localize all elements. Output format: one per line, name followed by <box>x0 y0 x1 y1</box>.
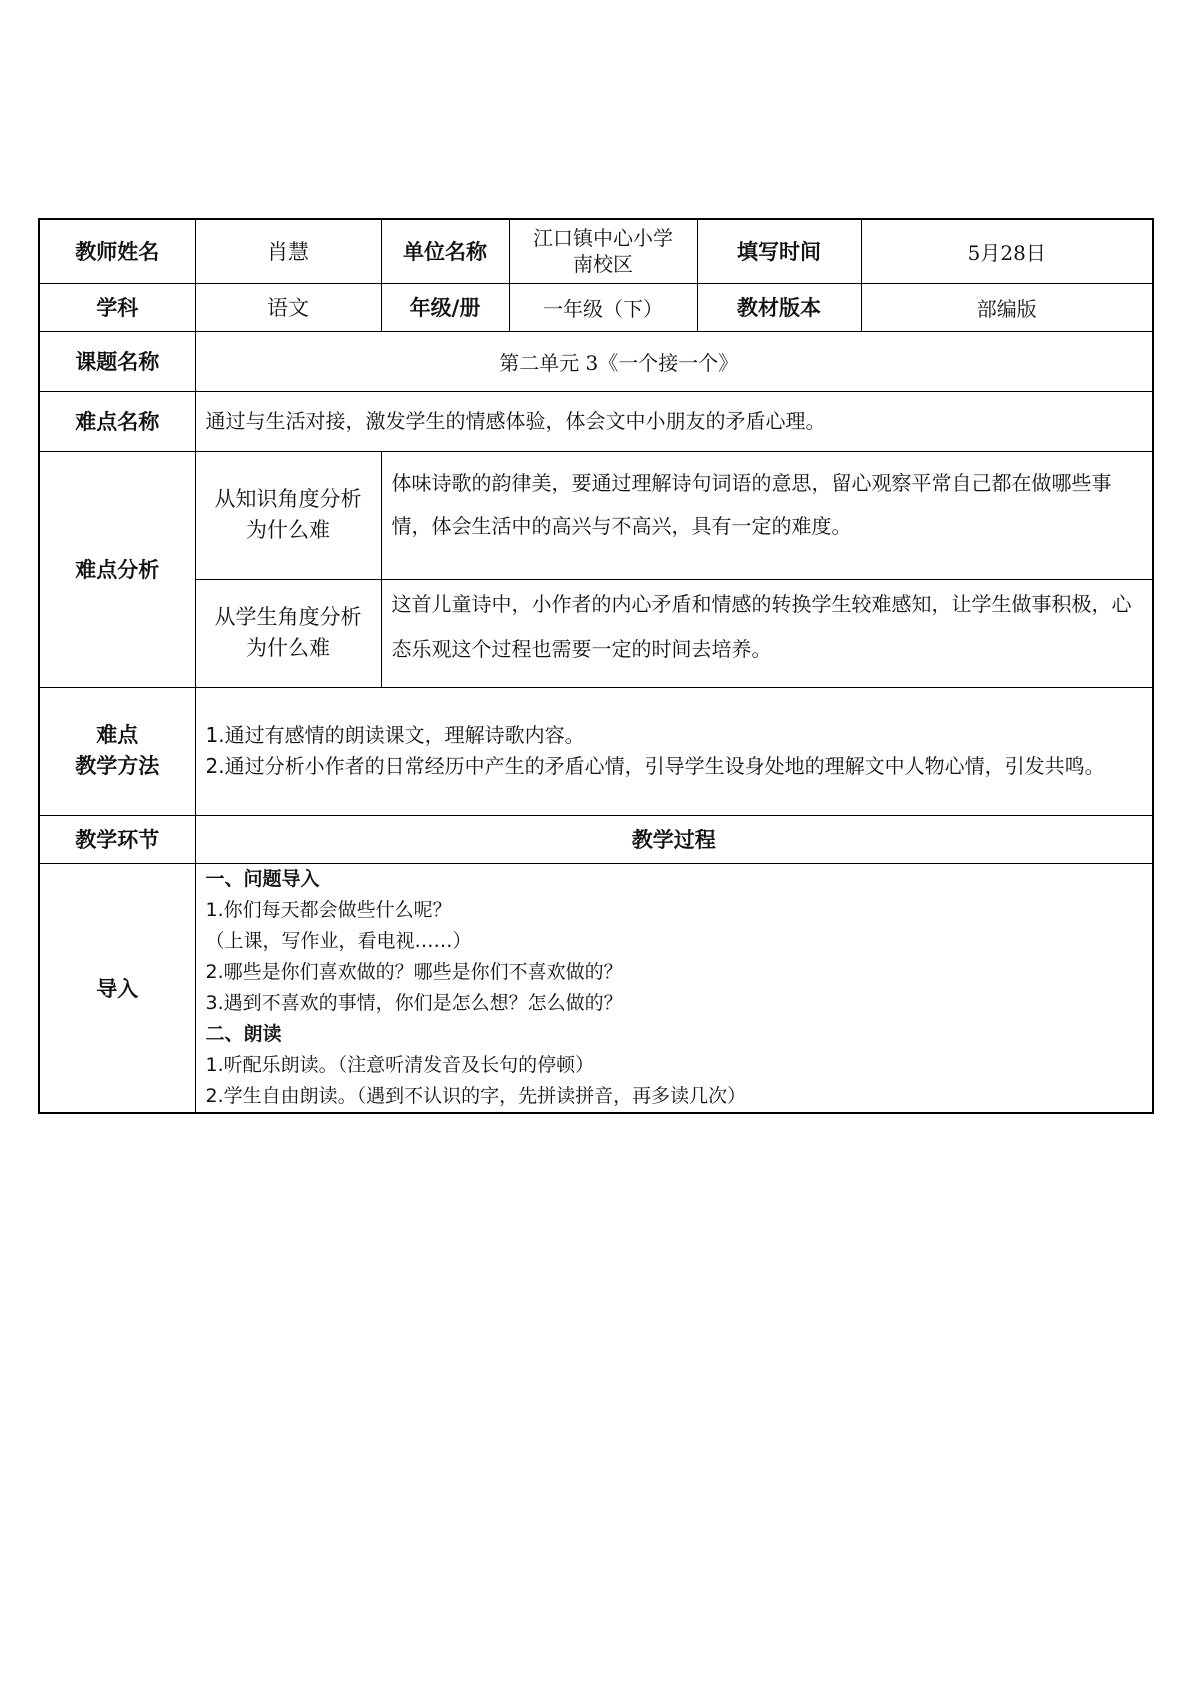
intro-line: 1.你们每天都会做些什么呢？ <box>205 898 452 921</box>
student-angle-line2: 为什么难 <box>246 636 330 660</box>
unit-name-line1: 江口镇中心小学 <box>533 226 673 251</box>
teacher-name-value: 肖慧 <box>195 219 381 283</box>
unit-name-value <box>509 219 697 283</box>
lesson-plan-table <box>38 218 1154 1114</box>
difficulty-value: 通过与生活对接，激发学生的情感体验，体会文中小朋友的矛盾心理。 <box>195 391 1153 451</box>
edition-label: 教材版本 <box>697 283 861 331</box>
stage-intro-label: 导入 <box>39 863 195 1113</box>
intro-line: 3.遇到不喜欢的事情，你们是怎么想？怎么做的？ <box>205 991 623 1014</box>
method-label-line1: 难点 <box>96 723 139 747</box>
difficulty-row <box>39 391 1153 451</box>
student-angle-text: 这首儿童诗中，小作者的内心矛盾和情感的转换学生较难感知，让学生做事积极，心态乐观这个过程也需要一定的时间去培养。 <box>381 579 1153 687</box>
intro-line: 2.学生自由朗读。（遇到不认识的字，先拼读拼音，再多读几次） <box>205 1084 747 1107</box>
difficulty-label: 难点名称 <box>39 391 195 451</box>
intro-row <box>39 863 1153 1113</box>
method-label-line2: 教学方法 <box>75 754 160 778</box>
subject-label: 学科 <box>39 283 195 331</box>
intro-heading-2: 二、朗读 <box>205 1022 282 1045</box>
method-item: 1.通过有感情的朗读课文，理解诗歌内容。 <box>205 723 585 747</box>
header-row-1 <box>39 219 1153 283</box>
teacher-name-label: 教师姓名 <box>39 219 195 283</box>
process-header-row <box>39 815 1153 863</box>
intro-line: （上课，写作业，看电视……） <box>205 929 472 952</box>
student-angle-label <box>195 579 381 687</box>
header-row-2 <box>39 283 1153 331</box>
analysis-label: 难点分析 <box>39 451 195 687</box>
stage-header: 教学环节 <box>39 815 195 863</box>
analysis-row-student <box>39 579 1153 687</box>
process-header: 教学过程 <box>195 815 1153 863</box>
fill-date-value: 5月28日 <box>861 219 1153 283</box>
grade-label: 年级/册 <box>381 283 509 331</box>
student-angle-line1: 从学生角度分析 <box>214 605 362 629</box>
method-item: 2.通过分析小作者的日常经历中产生的矛盾心情，引导学生设身处地的理解文中人物心情，引发共鸣。 <box>205 754 1105 778</box>
intro-content <box>195 863 1153 1113</box>
edition-value: 部编版 <box>861 283 1153 331</box>
topic-value: 第二单元 3《一个接一个》 <box>195 331 1153 391</box>
intro-line: 2.哪些是你们喜欢做的？哪些是你们不喜欢做的？ <box>205 960 623 983</box>
grade-value: 一年级（下） <box>509 283 697 331</box>
unit-name-line2: 南校区 <box>573 252 633 277</box>
method-row <box>39 687 1153 815</box>
method-label <box>39 687 195 815</box>
knowledge-angle-label <box>195 451 381 579</box>
knowledge-angle-text: 体味诗歌的韵律美，要通过理解诗句词语的意思，留心观察平常自己都在做哪些事情，体会生活中的高兴与不高兴，具有一定的难度。 <box>381 451 1153 579</box>
topic-row <box>39 331 1153 391</box>
knowledge-angle-line1: 从知识角度分析 <box>214 487 362 511</box>
unit-name-label: 单位名称 <box>381 219 509 283</box>
topic-label: 课题名称 <box>39 331 195 391</box>
intro-heading-1: 一、问题导入 <box>205 867 320 890</box>
subject-value: 语文 <box>195 283 381 331</box>
analysis-row-knowledge <box>39 451 1153 579</box>
knowledge-angle-line2: 为什么难 <box>246 518 330 542</box>
method-content <box>195 687 1153 815</box>
fill-date-label: 填写时间 <box>697 219 861 283</box>
intro-line: 1.听配乐朗读。（注意听清发音及长句的停顿） <box>205 1053 595 1076</box>
